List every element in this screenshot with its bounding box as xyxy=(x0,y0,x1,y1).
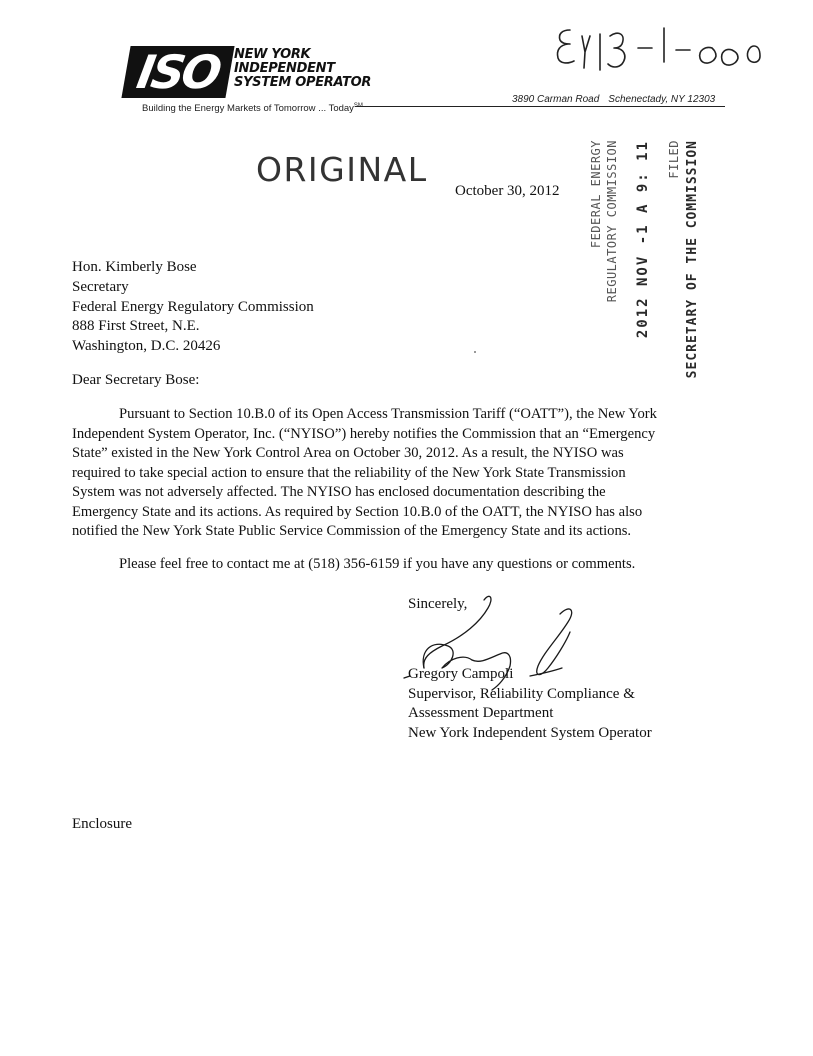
enclosure-note: Enclosure xyxy=(72,816,132,832)
filed-stamp-line: REGULATORY COMMISSION xyxy=(605,140,619,303)
signer-title: Supervisor, Reliability Compliance & xyxy=(408,685,635,702)
tagline-text: Building the Energy Markets of Tomorrow ... Today xyxy=(142,103,354,115)
body-line: State” existed in the New York Control Area on October 30, 2012. As a result, the NYISO was xyxy=(72,445,624,461)
filed-stamp-datetime: 2012 NOV -1 A 9: 11 xyxy=(635,140,651,339)
recipient-line: Washington, D.C. 20426 xyxy=(72,338,221,355)
recipient-line: Secretary xyxy=(72,278,129,295)
body-line: Emergency State and its actions. As required by Section 10.B.0 of the OATT, the NYISO has also xyxy=(72,503,643,520)
recipient-line: Hon. Kimberly Bose xyxy=(72,259,197,275)
body-line: required to take special action to ensure that the reliability of the New York State Transmission xyxy=(72,464,626,481)
scan-speck xyxy=(474,351,476,353)
filed-stamp-line: FEDERAL ENERGY xyxy=(589,140,603,249)
company-logo xyxy=(126,40,372,115)
signer-department: Assessment Department xyxy=(408,705,554,721)
body-line: System was not adversely affected. The NYISO has enclosed documentation describing the xyxy=(72,484,606,500)
signer-block xyxy=(408,665,652,743)
logo-name-line: SYSTEM OPERATOR xyxy=(234,75,372,90)
body-line: notified the New York State Public Service Commission of the Emergency State and its actions. xyxy=(72,523,632,539)
signer-organization: New York Independent System Operator xyxy=(408,724,652,741)
logo-mark: ISO xyxy=(121,46,234,98)
recipient-address xyxy=(72,258,314,357)
logo-tagline xyxy=(142,103,363,114)
letter-date: October 30, 2012 xyxy=(455,183,560,199)
signer-name: Gregory Campoli xyxy=(408,666,514,682)
logo-name xyxy=(234,48,371,90)
contact-paragraph: Please feel free to contact me at (518) 356-6159 if you have any questions or comments. xyxy=(119,556,636,572)
address-city: Schenectady, NY 12303 xyxy=(608,94,716,105)
letterhead-address xyxy=(512,94,724,105)
letterhead-rule xyxy=(355,106,725,107)
filed-stamp xyxy=(588,140,718,379)
service-mark: SM xyxy=(353,103,363,109)
closing: Sincerely, xyxy=(408,596,468,612)
address-street: 3890 Carman Road xyxy=(512,94,600,105)
body-line: Independent System Operator, Inc. (“NYISO”) hereby notifies the Commission that an “Emergency xyxy=(72,425,656,442)
body-line: Pursuant to Section 10.B.0 of its Open Access Transmission Tariff (“OATT”), the New York xyxy=(119,406,657,422)
salutation: Dear Secretary Bose: xyxy=(72,372,200,388)
filed-stamp-line: SECRETARY OF THE COMMISSION xyxy=(685,140,700,379)
logo-name-line: NEW YORK xyxy=(234,47,311,62)
recipient-line: Federal Energy Regulatory Commission xyxy=(72,298,314,315)
recipient-line: 888 First Street, N.E. xyxy=(72,318,200,335)
logo-name-line: INDEPENDENT xyxy=(234,61,335,76)
body-paragraph xyxy=(72,405,748,542)
handwritten-docket-number xyxy=(552,18,770,74)
filed-stamp-line: FILED xyxy=(667,140,681,179)
original-stamp: ORIGINAL xyxy=(256,150,428,189)
